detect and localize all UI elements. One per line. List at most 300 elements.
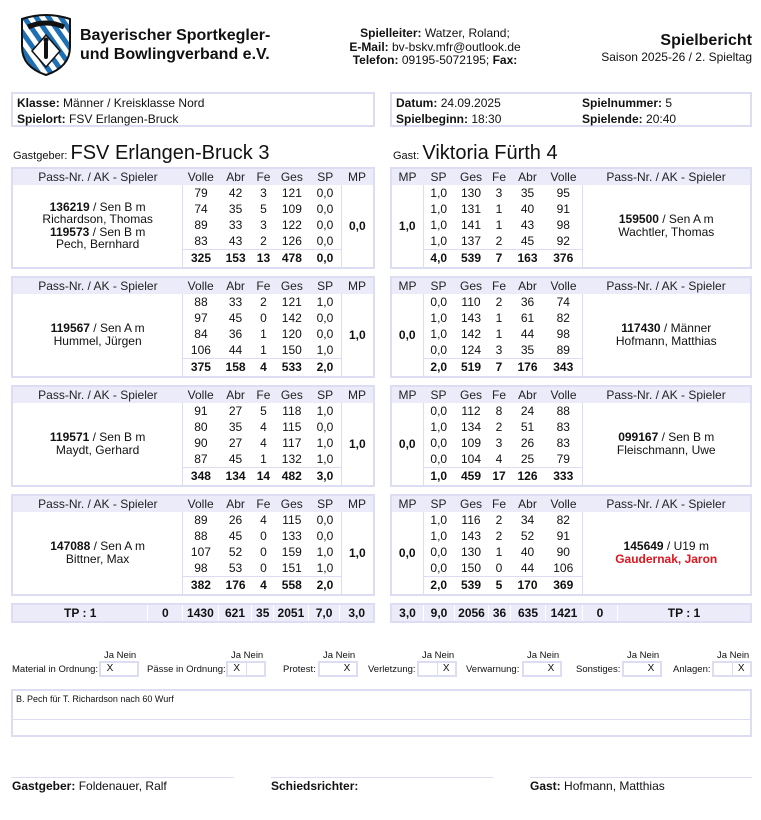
col-fe: Fe bbox=[488, 386, 510, 403]
sum-cell: 369 bbox=[545, 577, 582, 595]
guest-team-title bbox=[393, 142, 558, 165]
signature-guest bbox=[530, 777, 752, 793]
col-volle: Volle bbox=[545, 168, 582, 185]
score-cell: 42 bbox=[228, 186, 243, 200]
col-abr: Abr bbox=[510, 168, 545, 185]
score-cell: 137 bbox=[460, 234, 482, 248]
sum-cell: 539 bbox=[454, 250, 488, 268]
guest-total-tp: TP : 1 bbox=[667, 606, 701, 620]
score-cell: 130 bbox=[460, 186, 482, 200]
score-cell: 36 bbox=[520, 295, 535, 309]
score-cell: 122 bbox=[281, 218, 302, 232]
player-cell bbox=[12, 185, 183, 268]
sum-cell: 348 bbox=[183, 468, 219, 486]
score-cell: 25 bbox=[520, 452, 535, 466]
player-cell bbox=[12, 512, 183, 595]
score-cell: 4 bbox=[260, 420, 267, 434]
score-cell: 1 bbox=[260, 327, 267, 341]
col-volle: Volle bbox=[545, 495, 582, 512]
guest-match-table bbox=[390, 494, 752, 596]
score-cell: 5 bbox=[260, 404, 267, 418]
age-class: / Sen B m bbox=[658, 430, 715, 445]
sum-cell: 2,0 bbox=[423, 577, 454, 595]
remarks-line-2[interactable] bbox=[13, 720, 750, 735]
col-mp: MP bbox=[341, 277, 374, 294]
player-name: Richardson, Thomas bbox=[42, 212, 153, 227]
score-cell: 1,0 bbox=[430, 218, 448, 232]
player-name: Hummel, Jürgen bbox=[53, 333, 142, 348]
mp-cell: 0,0 bbox=[391, 403, 423, 486]
check-box[interactable] bbox=[417, 661, 457, 677]
check-label: Verletzung: bbox=[368, 664, 416, 675]
col-player: Pass-Nr. / AK - Spieler bbox=[582, 386, 751, 403]
sum-cell: 4,0 bbox=[423, 250, 454, 268]
col-sp: SP bbox=[423, 495, 454, 512]
score-cell: 83 bbox=[183, 233, 219, 250]
telefon-value: 09195-5072195; bbox=[401, 53, 490, 67]
col-ges: Ges bbox=[454, 495, 488, 512]
age-class: / Sen A m bbox=[89, 321, 145, 336]
signature-guest-name: Hofmann, Matthias bbox=[564, 779, 665, 793]
check-label: Protest: bbox=[283, 664, 316, 675]
score-cell: 82 bbox=[556, 311, 570, 325]
score-cell: 0,0 bbox=[430, 404, 448, 418]
score-cell: 45 bbox=[228, 529, 243, 543]
player-cell bbox=[12, 403, 183, 486]
mp-cell: 0,0 bbox=[341, 185, 374, 268]
score-cell: 110 bbox=[461, 295, 481, 309]
table-header-row bbox=[391, 168, 751, 185]
col-mp: MP bbox=[391, 386, 423, 403]
pass-number: 147088 bbox=[50, 539, 91, 554]
col-abr: Abr bbox=[219, 386, 253, 403]
check-ja[interactable] bbox=[524, 663, 542, 675]
score-cell: 26 bbox=[228, 513, 243, 527]
player-name: Maydt, Gerhard bbox=[55, 442, 140, 457]
score-cell: 24 bbox=[520, 404, 535, 418]
match-info-left bbox=[11, 92, 375, 127]
col-fe: Fe bbox=[252, 277, 274, 294]
score-cell: 26 bbox=[520, 436, 535, 450]
pass-number: 117430 bbox=[621, 321, 661, 336]
table-header-row bbox=[12, 495, 374, 512]
table-header-row bbox=[391, 495, 751, 512]
score-cell: 87 bbox=[183, 451, 219, 468]
col-abr: Abr bbox=[510, 277, 545, 294]
score-cell: 53 bbox=[228, 561, 243, 575]
home-totals-bar bbox=[11, 603, 375, 623]
table-row bbox=[391, 185, 751, 201]
player-cell bbox=[582, 403, 751, 486]
sum-cell: 325 bbox=[183, 250, 219, 268]
score-cell: 27 bbox=[228, 404, 243, 418]
check-ja[interactable] bbox=[714, 663, 732, 675]
sum-cell: 343 bbox=[545, 359, 582, 377]
score-cell: 0 bbox=[260, 311, 267, 325]
col-sp: SP bbox=[423, 386, 454, 403]
score-cell: 121 bbox=[281, 186, 302, 200]
guest-total-fe: 36 bbox=[489, 605, 511, 621]
score-cell: 1,0 bbox=[430, 513, 448, 527]
age-class: / Männer bbox=[660, 321, 712, 336]
check-box[interactable] bbox=[622, 661, 662, 677]
col-abr: Abr bbox=[219, 168, 253, 185]
home-total-zero: 0 bbox=[148, 605, 183, 621]
score-cell: 92 bbox=[556, 234, 570, 248]
col-player: Pass-Nr. / AK - Spieler bbox=[12, 386, 183, 403]
score-cell: 150 bbox=[460, 561, 482, 575]
email-label: E-Mail: bbox=[349, 39, 389, 54]
col-player: Pass-Nr. / AK - Spieler bbox=[12, 277, 183, 294]
guest-player bbox=[583, 540, 751, 553]
check-box[interactable] bbox=[522, 661, 562, 677]
score-cell: 117 bbox=[282, 436, 302, 450]
home-match-table bbox=[11, 385, 375, 487]
signature-home-label: Gastgeber: bbox=[12, 779, 76, 793]
col-ges: Ges bbox=[274, 168, 309, 185]
guest-total-ges: 2056 bbox=[455, 605, 489, 621]
score-cell: 44 bbox=[228, 343, 243, 357]
check-box[interactable] bbox=[712, 661, 752, 677]
datum-label: Datum: bbox=[396, 96, 438, 110]
player-name: Hofmann, Matthias bbox=[615, 333, 717, 348]
guest-team-label: Gast: bbox=[393, 150, 420, 162]
score-cell: 43 bbox=[520, 218, 535, 232]
col-fe: Fe bbox=[488, 495, 510, 512]
check-ja[interactable] bbox=[320, 663, 338, 675]
score-cell: 133 bbox=[281, 529, 302, 543]
score-cell: 1,0 bbox=[430, 529, 448, 543]
score-cell: 1,0 bbox=[316, 452, 334, 466]
home-player bbox=[13, 540, 182, 553]
score-cell: 106 bbox=[183, 342, 219, 359]
player-name: Wachtler, Thomas bbox=[618, 224, 715, 239]
score-cell: 0,0 bbox=[430, 436, 448, 450]
sum-cell: 375 bbox=[183, 359, 219, 377]
score-cell: 1,0 bbox=[316, 561, 334, 575]
col-mp: MP bbox=[391, 495, 423, 512]
guest-total-sp: 9,0 bbox=[424, 605, 455, 621]
sum-cell: 176 bbox=[219, 577, 253, 595]
col-ges: Ges bbox=[274, 495, 309, 512]
col-mp: MP bbox=[341, 386, 374, 403]
sum-cell: 382 bbox=[183, 577, 219, 595]
score-cell: 88 bbox=[183, 528, 219, 544]
col-sp: SP bbox=[309, 386, 341, 403]
score-cell: 151 bbox=[281, 561, 302, 575]
score-cell: 89 bbox=[556, 343, 570, 357]
check-label: Anlagen: bbox=[673, 664, 711, 675]
score-cell: 1,0 bbox=[316, 545, 334, 559]
sum-cell: 1,0 bbox=[423, 468, 454, 486]
org-name bbox=[80, 26, 270, 64]
check-label: Sonstiges: bbox=[576, 664, 621, 675]
check-nein[interactable]: X bbox=[732, 663, 751, 675]
score-cell: 4 bbox=[260, 436, 267, 450]
score-cell: 1,0 bbox=[430, 327, 448, 341]
col-player: Pass-Nr. / AK - Spieler bbox=[582, 168, 751, 185]
score-cell: 1,0 bbox=[430, 311, 448, 325]
score-cell: 91 bbox=[556, 529, 570, 543]
signature-home bbox=[12, 777, 234, 793]
score-cell: 35 bbox=[520, 186, 535, 200]
sum-cell: 478 bbox=[274, 250, 309, 268]
score-cell: 134 bbox=[460, 420, 482, 434]
score-cell: 35 bbox=[228, 202, 243, 216]
score-cell: 2 bbox=[495, 513, 503, 527]
score-cell: 2 bbox=[495, 234, 503, 248]
score-cell: 5 bbox=[260, 202, 267, 216]
table-header-row bbox=[12, 386, 374, 403]
score-cell: 120 bbox=[281, 327, 302, 341]
age-class: / Sen A m bbox=[658, 212, 714, 227]
sum-cell: 333 bbox=[545, 468, 582, 486]
col-ges: Ges bbox=[454, 386, 488, 403]
score-cell: 1 bbox=[495, 218, 503, 232]
guest-match-table bbox=[390, 167, 752, 269]
player-cell bbox=[582, 185, 751, 268]
check-ja[interactable]: X bbox=[233, 663, 241, 674]
col-ges: Ges bbox=[274, 386, 309, 403]
score-cell: 79 bbox=[183, 185, 219, 201]
signature-home-name: Foldenauer, Ralf bbox=[78, 779, 167, 793]
score-cell: 1 bbox=[260, 343, 267, 357]
table-header-row bbox=[12, 168, 374, 185]
score-cell: 88 bbox=[183, 294, 219, 310]
col-volle: Volle bbox=[183, 168, 219, 185]
spielort-value: FSV Erlangen-Bruck bbox=[69, 111, 179, 126]
check-box[interactable] bbox=[99, 661, 139, 677]
score-cell: 132 bbox=[281, 452, 302, 466]
score-cell: 107 bbox=[183, 544, 219, 560]
mp-cell: 1,0 bbox=[391, 185, 423, 268]
score-cell: 91 bbox=[556, 202, 570, 216]
score-cell: 97 bbox=[183, 310, 219, 326]
col-sp: SP bbox=[423, 277, 454, 294]
score-cell: 0,0 bbox=[316, 218, 334, 232]
score-cell: 109 bbox=[460, 436, 482, 450]
score-cell: 159 bbox=[281, 545, 302, 559]
remarks-box[interactable] bbox=[11, 689, 752, 737]
table-row bbox=[391, 403, 751, 419]
score-cell: 3 bbox=[495, 186, 503, 200]
check-nein[interactable]: X bbox=[343, 663, 351, 674]
telefon-label: Telefon: bbox=[352, 53, 399, 67]
pass-number: 099167 bbox=[618, 430, 659, 445]
signature-referee-label: Schiedsrichter: bbox=[271, 779, 359, 793]
check-ja[interactable] bbox=[419, 663, 437, 675]
pass-number: 145649 bbox=[623, 539, 664, 554]
check-nein[interactable]: X bbox=[547, 663, 555, 674]
ja-nein-header: Ja Nein bbox=[323, 650, 356, 661]
contact-block bbox=[320, 27, 550, 68]
check-nein[interactable]: X bbox=[647, 663, 655, 674]
score-cell: 43 bbox=[228, 234, 243, 248]
col-fe: Fe bbox=[488, 277, 510, 294]
score-cell: 44 bbox=[520, 327, 535, 341]
table-header-row bbox=[391, 386, 751, 403]
score-cell: 98 bbox=[556, 327, 570, 341]
bskv-logo-icon bbox=[18, 13, 74, 77]
pass-number: 119567 bbox=[50, 321, 90, 336]
sum-cell: 17 bbox=[488, 468, 510, 486]
score-cell: 0,0 bbox=[430, 343, 448, 357]
score-cell: 90 bbox=[183, 435, 219, 451]
score-cell: 89 bbox=[183, 217, 219, 233]
col-mp: MP bbox=[391, 168, 423, 185]
score-cell: 143 bbox=[460, 311, 482, 325]
score-cell: 1,0 bbox=[316, 404, 334, 418]
email-link[interactable]: bv-bskv.mfr@outlook.de bbox=[392, 39, 521, 54]
col-player: Pass-Nr. / AK - Spieler bbox=[582, 277, 751, 294]
check-nein[interactable] bbox=[246, 663, 265, 675]
col-fe: Fe bbox=[252, 386, 274, 403]
org-name-line1: Bayerischer Sportkegler- bbox=[80, 27, 271, 44]
col-abr: Abr bbox=[219, 495, 253, 512]
score-cell: 45 bbox=[228, 452, 243, 466]
score-cell: 118 bbox=[282, 404, 302, 418]
spielnummer-value: 5 bbox=[665, 96, 673, 110]
home-total-fe: 35 bbox=[252, 605, 274, 621]
check-nein[interactable] bbox=[119, 663, 137, 675]
table-row bbox=[12, 512, 374, 528]
col-volle: Volle bbox=[183, 277, 219, 294]
score-cell: 3 bbox=[260, 186, 267, 200]
guest-total-volle: 1421 bbox=[546, 605, 583, 621]
score-cell: 1,0 bbox=[430, 234, 448, 248]
score-cell: 1 bbox=[495, 327, 503, 341]
score-cell: 83 bbox=[556, 436, 570, 450]
score-cell: 80 bbox=[183, 419, 219, 435]
sum-cell: 2,0 bbox=[309, 577, 341, 595]
report-title: Spielbericht bbox=[660, 32, 752, 49]
table-row bbox=[12, 185, 374, 201]
score-cell: 74 bbox=[183, 201, 219, 217]
score-cell: 141 bbox=[460, 218, 482, 232]
score-cell: 82 bbox=[556, 513, 570, 527]
score-cell: 4 bbox=[495, 452, 503, 466]
ja-nein-header: Ja Nein bbox=[422, 650, 455, 661]
sum-cell: 2,0 bbox=[423, 359, 454, 377]
score-cell: 150 bbox=[281, 343, 302, 357]
sum-cell: 163 bbox=[510, 250, 545, 268]
player-name: Fleischmann, Uwe bbox=[616, 442, 716, 457]
age-class: / Sen B m bbox=[89, 430, 146, 445]
score-cell: 106 bbox=[553, 561, 574, 575]
remarks-line-1[interactable]: B. Pech für T. Richardson nach 60 Wurf bbox=[13, 691, 750, 720]
sum-cell: 13 bbox=[253, 250, 275, 268]
score-cell: 74 bbox=[556, 295, 570, 309]
guest-total-abr: 635 bbox=[511, 605, 546, 621]
score-cell: 84 bbox=[183, 326, 219, 342]
score-cell: 0,0 bbox=[316, 327, 334, 341]
score-cell: 1,0 bbox=[430, 186, 448, 200]
check-ja[interactable]: X bbox=[106, 663, 114, 674]
col-abr: Abr bbox=[510, 386, 545, 403]
check-box[interactable] bbox=[226, 661, 266, 677]
home-team-title bbox=[13, 142, 269, 165]
score-cell: 83 bbox=[556, 420, 570, 434]
mp-cell: 0,0 bbox=[391, 294, 423, 377]
age-class: / Sen B m bbox=[89, 224, 146, 239]
score-cell: 1,0 bbox=[430, 420, 448, 434]
home-match-table bbox=[11, 276, 375, 378]
check-nein[interactable]: X bbox=[437, 663, 456, 675]
score-cell: 0 bbox=[260, 529, 267, 543]
fax-label: Fax: bbox=[492, 53, 518, 67]
spielbeginn-label: Spielbeginn: bbox=[396, 111, 468, 126]
sum-cell: 482 bbox=[274, 468, 309, 486]
sum-cell: 539 bbox=[454, 577, 488, 595]
sum-cell: 376 bbox=[545, 250, 582, 268]
table-row bbox=[391, 294, 751, 310]
score-cell: 51 bbox=[520, 420, 535, 434]
col-ges: Ges bbox=[454, 277, 488, 294]
score-cell: 36 bbox=[228, 327, 243, 341]
score-cell: 115 bbox=[282, 420, 302, 434]
guest-player bbox=[583, 431, 751, 444]
home-match-table bbox=[11, 494, 375, 596]
col-player: Pass-Nr. / AK - Spieler bbox=[12, 168, 183, 185]
table-header-row bbox=[12, 277, 374, 294]
sum-cell: 558 bbox=[274, 577, 309, 595]
ja-nein-header: Ja Nein bbox=[627, 650, 660, 661]
match-info-right bbox=[390, 92, 752, 127]
home-total-sp: 7,0 bbox=[309, 605, 341, 621]
check-label: Material in Ordnung: bbox=[12, 664, 99, 675]
score-cell: 1 bbox=[495, 545, 503, 559]
check-ja[interactable] bbox=[624, 663, 642, 675]
sum-cell: 533 bbox=[274, 359, 309, 377]
col-sp: SP bbox=[309, 168, 341, 185]
score-cell: 104 bbox=[460, 452, 482, 466]
check-label: Verwarnung: bbox=[466, 664, 520, 675]
score-cell: 3 bbox=[495, 436, 503, 450]
score-cell: 143 bbox=[460, 529, 482, 543]
player-name: Pech, Bernhard bbox=[55, 237, 140, 252]
score-cell: 2 bbox=[260, 295, 267, 309]
home-total-abr: 621 bbox=[219, 605, 253, 621]
score-cell: 0,0 bbox=[430, 545, 448, 559]
score-cell: 8 bbox=[495, 404, 503, 418]
spielleiter-value: Watzer, Roland; bbox=[424, 26, 510, 40]
report-subtitle: Saison 2025-26 / 2. Spieltag bbox=[601, 50, 752, 64]
col-fe: Fe bbox=[488, 168, 510, 185]
datum-value: 24.09.2025 bbox=[440, 96, 501, 110]
pass-number: 119573 bbox=[49, 224, 90, 239]
score-cell: 2 bbox=[495, 529, 503, 543]
col-ges: Ges bbox=[274, 277, 309, 294]
mp-cell: 1,0 bbox=[341, 512, 374, 595]
score-cell: 2 bbox=[495, 420, 503, 434]
check-box[interactable] bbox=[318, 661, 358, 677]
table-row bbox=[391, 512, 751, 528]
score-cell: 126 bbox=[281, 234, 302, 248]
guest-match-table bbox=[390, 385, 752, 487]
col-volle: Volle bbox=[183, 495, 219, 512]
guest-match-table bbox=[390, 276, 752, 378]
home-player bbox=[13, 322, 182, 335]
score-cell: 27 bbox=[228, 436, 243, 450]
table-row bbox=[12, 294, 374, 310]
klasse-value: Männer / Kreisklasse Nord bbox=[63, 96, 205, 110]
score-cell: 124 bbox=[460, 343, 482, 357]
score-cell: 0 bbox=[260, 545, 267, 559]
guest-player bbox=[583, 213, 751, 226]
home-player bbox=[13, 431, 182, 444]
home-total-mp: 3,0 bbox=[348, 606, 366, 620]
score-cell: 1 bbox=[495, 202, 503, 216]
